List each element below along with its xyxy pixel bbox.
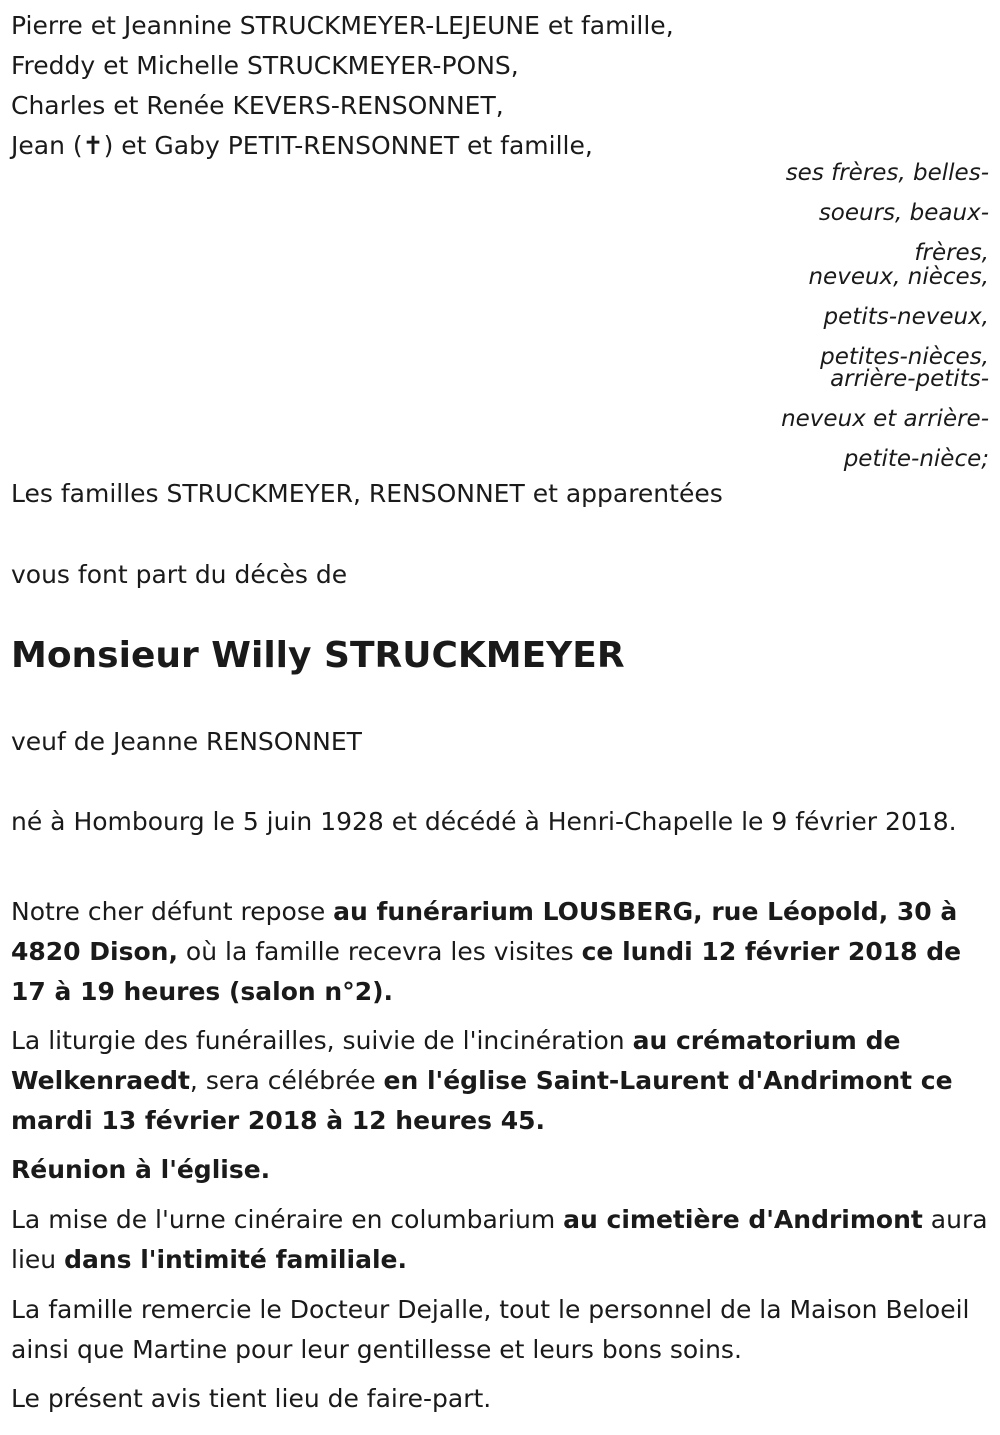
urn-text-2: aura lieu (11, 1205, 988, 1274)
relations-group-3 (729, 359, 989, 479)
families-line: Les familles STRUCKMEYER, RENSONNET et apparentées (11, 479, 723, 508)
repose-bold-2: ce lundi 12 février 2018 de 17 à 19 heures (salon n°2). (11, 937, 962, 1006)
urn-paragraph (11, 1200, 989, 1280)
repose-paragraph (11, 892, 989, 1012)
birth-death-dates: né à Hombourg le 5 juin 1928 et décédé à Henri-Chapelle le 9 février 2018. (11, 807, 957, 836)
meeting-bold: Réunion à l'église. (11, 1155, 271, 1184)
cross-icon: ✝ (82, 131, 104, 160)
urn-bold-1: au cimetière d'Andrimont (563, 1205, 923, 1234)
urn-bold-2: dans l'intimité familiale. (64, 1245, 407, 1274)
liturgy-text-2: , sera célébrée (189, 1066, 384, 1095)
thanks-paragraph: La famille remercie le Docteur Dejalle, tout le personnel de la Maison Beloeil ainsi que Martine pour leur gentillesse et leurs bons soins. (11, 1295, 970, 1364)
family-line-2: Freddy et Michelle STRUCKMEYER-PONS, (11, 51, 519, 80)
liturgy-text-1: La liturgie des funérailles, suivie de l'incinération (11, 1026, 633, 1055)
family-list (11, 6, 674, 166)
deceased-name: Monsieur Willy STRUCKMEYER (11, 635, 625, 676)
repose-text-1: Notre cher défunt repose (11, 897, 334, 926)
closing-line: Le présent avis tient lieu de faire-part. (11, 1384, 492, 1413)
relation-line: petite-nièce; (843, 446, 989, 472)
relation-line: petits-neveux, (823, 304, 989, 330)
urn-text-1: La mise de l'urne cinéraire en columbarium (11, 1205, 564, 1234)
relations-block (729, 153, 989, 479)
relation-line: frères, (914, 240, 989, 266)
repose-bold-1: au funérarium LOUSBERG, rue Léopold, 30 à 4820 Dison, (11, 897, 958, 966)
family-line-4 (11, 126, 674, 166)
relations-group-1 (729, 153, 989, 273)
relation-line: neveux et arrière- (781, 406, 989, 432)
relation-line: petites-nièces, (820, 344, 989, 370)
liturgy-bold-2: en l'église Saint-Laurent d'Andrimont ce mardi 13 février 2018 à 12 heures 45. (11, 1066, 953, 1135)
family-line-4-after: ) et Gaby PETIT-RENSONNET et famille, (103, 131, 593, 160)
relation-line: arrière-petits- (830, 366, 989, 392)
widower-line: veuf de Jeanne RENSONNET (11, 727, 362, 756)
family-line-1: Pierre et Jeannine STRUCKMEYER-LEJEUNE et famille, (11, 11, 674, 40)
repose-text-2: où la famille recevra les visites (177, 937, 582, 966)
announcement: vous font part du décès de (11, 560, 348, 589)
meeting-line (11, 1150, 989, 1190)
relation-line: soeurs, beaux- (818, 200, 989, 226)
family-line-4-before: Jean ( (11, 131, 83, 160)
liturgy-bold-1: au crématorium de Welkenraedt (11, 1026, 901, 1095)
relation-line: ses frères, belles- (785, 160, 989, 186)
liturgy-paragraph (11, 1021, 989, 1141)
family-line-3: Charles et Renée KEVERS-RENSONNET, (11, 91, 504, 120)
relation-line: neveux, nièces, (808, 264, 989, 290)
